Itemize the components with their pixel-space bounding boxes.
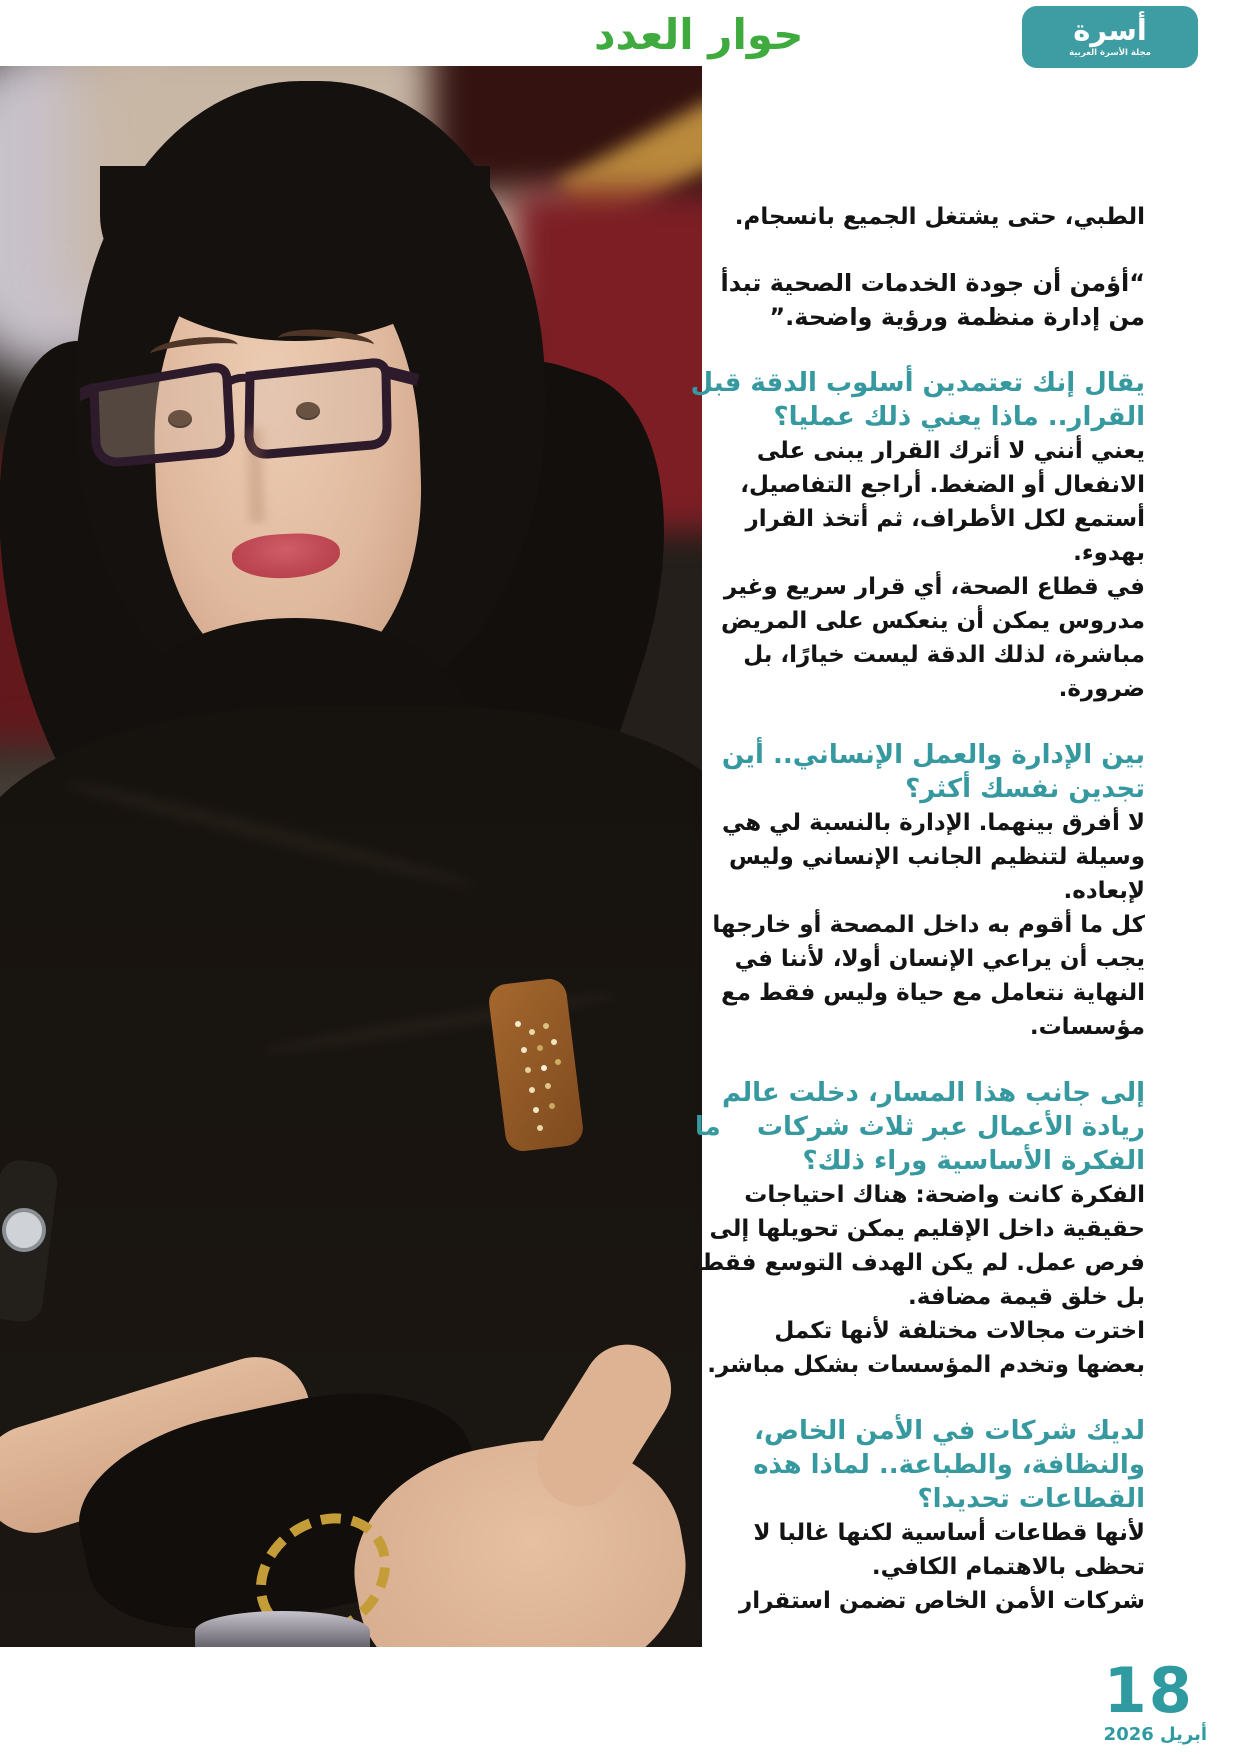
text-line: لإبعاده. <box>1063 878 1145 904</box>
text-line: الانفعال أو الضغط. أراجع التفاصيل، <box>740 472 1145 498</box>
text-line: ريادة الأعمال عبر ثلاث شركات ما <box>694 1112 1145 1142</box>
magazine-logo: أسرة <box>1073 13 1147 47</box>
text-line: حقيقية داخل الإقليم يمكن تحويلها إلى <box>709 1216 1145 1242</box>
text-line: القطاعات تحديدا؟ <box>917 1484 1145 1514</box>
metal-cup <box>195 1611 370 1647</box>
text-line: مدروس يمكن أن ينعكس على المريض <box>720 608 1145 634</box>
issue-date: أبريل 2026 <box>1103 1724 1207 1745</box>
guest-photo <box>0 66 702 1647</box>
article-paragraph <box>705 1516 1145 1618</box>
text-line: لا أفرق بينهما. الإدارة بالنسبة لي هي <box>721 810 1145 836</box>
text-line: يعني أنني لا أترك القرار يبنى على <box>756 438 1145 464</box>
article-paragraph <box>691 1178 1145 1382</box>
text-line: القرار.. ماذا يعني ذلك عمليا؟ <box>773 402 1145 432</box>
text-line: مؤسسات. <box>1029 1014 1145 1040</box>
text-line: والنظافة، والطباعة.. لماذا هذه <box>753 1450 1145 1480</box>
text-line: “أؤمن أن جودة الخدمات الصحية تبدأ <box>720 269 1145 297</box>
text-line: لديك شركات في الأمن الخاص، <box>754 1416 1145 1446</box>
text-line: النهاية نتعامل مع حياة وليس فقط مع <box>721 980 1145 1006</box>
text-line: الفكرة كانت واضحة: هناك احتياجات <box>744 1182 1145 1208</box>
text-line: أستمع لكل الأطراف، ثم أتخذ القرار <box>745 506 1145 532</box>
page-footer <box>1103 1654 1207 1745</box>
text-line: لأنها قطاعات أساسية لكنها غالبا لا <box>753 1520 1145 1546</box>
text-line: بين الإدارة والعمل الإنساني.. أين <box>721 740 1145 770</box>
text-line: وسيلة لتنظيم الجانب الإنساني وليس <box>728 844 1145 870</box>
interview-question <box>690 366 1145 434</box>
text-line: ضرورة. <box>1058 676 1145 702</box>
text-line: إلى جانب هذا المسار، دخلت عالم <box>721 1078 1145 1108</box>
text-line: بل خلق قيمة مضافة. <box>908 1284 1145 1310</box>
pull-quote <box>705 266 1145 334</box>
text-line: اخترت مجالات مختلفة لأنها تكمل <box>774 1318 1145 1344</box>
interview-question <box>705 1414 1145 1516</box>
text-line: بهدوء. <box>1073 540 1145 566</box>
magazine-logo-tagline: مجلة الأسرة العربية <box>1069 48 1151 58</box>
page-number: 18 <box>1103 1654 1194 1727</box>
article-paragraph <box>705 200 1145 234</box>
article-paragraph <box>705 434 1145 706</box>
text-line: فرص عمل. لم يكن الهدف التوسع فقط، <box>691 1250 1145 1276</box>
text-line: الطبي، حتى يشتغل الجميع بانسجام. <box>734 204 1145 230</box>
article-column <box>690 200 1145 1618</box>
wristwatch-face <box>2 1208 46 1252</box>
interview-question <box>694 1076 1145 1178</box>
text-line: شركات الأمن الخاص تضمن استقرار <box>739 1588 1145 1614</box>
brooch-studs <box>515 1021 521 1027</box>
text-line: في قطاع الصحة، أي قرار سريع وغير <box>723 574 1145 600</box>
text-line: يقال إنك تعتمدين أسلوب الدقة قبل <box>690 368 1145 398</box>
text-line: كل ما أقوم به داخل المصحة أو خارجها <box>712 912 1145 938</box>
text-line: تحظى بالاهتمام الكافي. <box>871 1554 1145 1580</box>
interview-question <box>705 738 1145 806</box>
magazine-logo-box <box>1022 6 1198 68</box>
text-line: تجدين نفسك أكثر؟ <box>905 774 1145 804</box>
section-title: حوار العدد <box>594 10 804 59</box>
text-line: بعضها وتخدم المؤسسات بشكل مباشر. <box>707 1352 1145 1378</box>
nose <box>240 428 269 524</box>
text-line: الفكرة الأساسية وراء ذلك؟ <box>802 1146 1145 1176</box>
text-line: مباشرة، لذلك الدقة ليست خيارًا، بل <box>743 642 1145 668</box>
text-line: من إدارة منظمة ورؤية واضحة.” <box>769 303 1145 331</box>
article-paragraph <box>705 806 1145 1044</box>
text-line: يجب أن يراعي الإنسان أولا، لأننا في <box>734 946 1145 972</box>
